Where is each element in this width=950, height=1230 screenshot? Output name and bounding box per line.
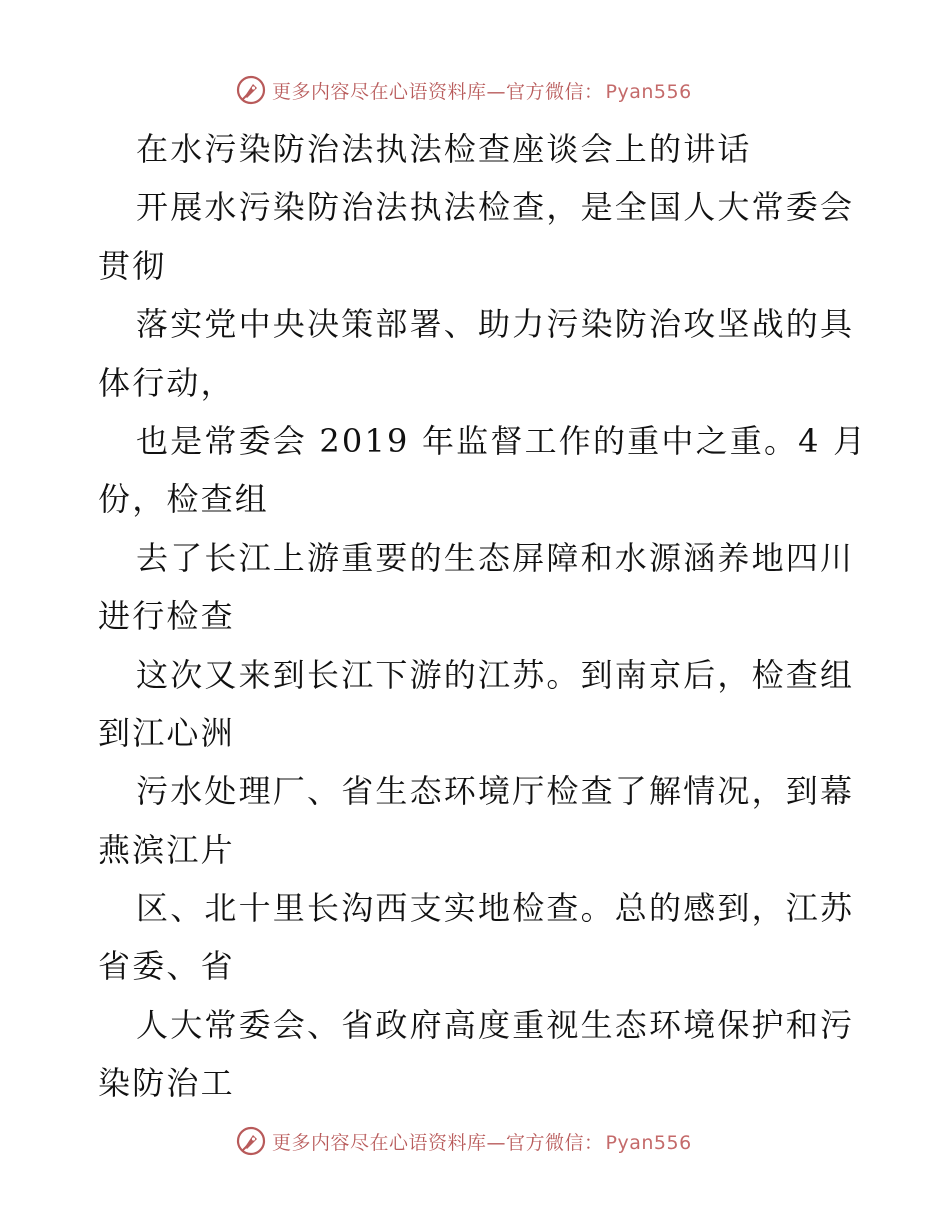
paragraph-line: 体行动， (98, 363, 235, 402)
paragraph-line: 污水处理厂、省生态环境厅检查了解情况，到幕 (136, 772, 855, 811)
paragraph-line: 进行检查 (98, 597, 235, 636)
pen-nib-logo-icon (236, 1126, 266, 1156)
paragraph-line: 开展水污染防治法执法检查，是全国人大常委会 (136, 188, 855, 227)
pen-nib-logo-icon (236, 75, 266, 105)
watermark-text: 更多内容尽在心语资料库—官方微信： Pyan556 (272, 80, 692, 103)
paragraph-line: 这次又来到长江下游的江苏。到南京后，检查组 (136, 655, 855, 694)
footer-watermark (236, 1124, 692, 1158)
paragraph-line: 省委、省 (98, 947, 235, 986)
paragraph-line: 去了长江上游重要的生态屏障和水源涵养地四川 (136, 538, 855, 577)
paragraph-line: 份，检查组 (98, 480, 270, 519)
paragraph-line: 到江心洲 (98, 713, 235, 752)
header-watermark (236, 73, 692, 107)
watermark-text: 更多内容尽在心语资料库—官方微信： Pyan556 (272, 1131, 692, 1154)
paragraph-line: 染防治工 (98, 1064, 235, 1103)
paragraph-line: 也是常委会 2019 年监督工作的重中之重。4 月 (136, 421, 868, 460)
paragraph-line: 区、北十里长沟西支实地检查。总的感到，江苏 (136, 889, 855, 928)
document-title: 在水污染防治法执法检查座谈会上的讲话 (136, 130, 752, 168)
document-body (98, 120, 868, 1113)
paragraph-line: 人大常委会、省政府高度重视生态环境保护和污 (136, 1005, 855, 1044)
paragraph-line: 燕滨江片 (98, 830, 235, 869)
paragraph-line: 贯彻 (98, 246, 167, 285)
paragraph-line: 落实党中央决策部署、助力污染防治攻坚战的具 (136, 305, 855, 344)
